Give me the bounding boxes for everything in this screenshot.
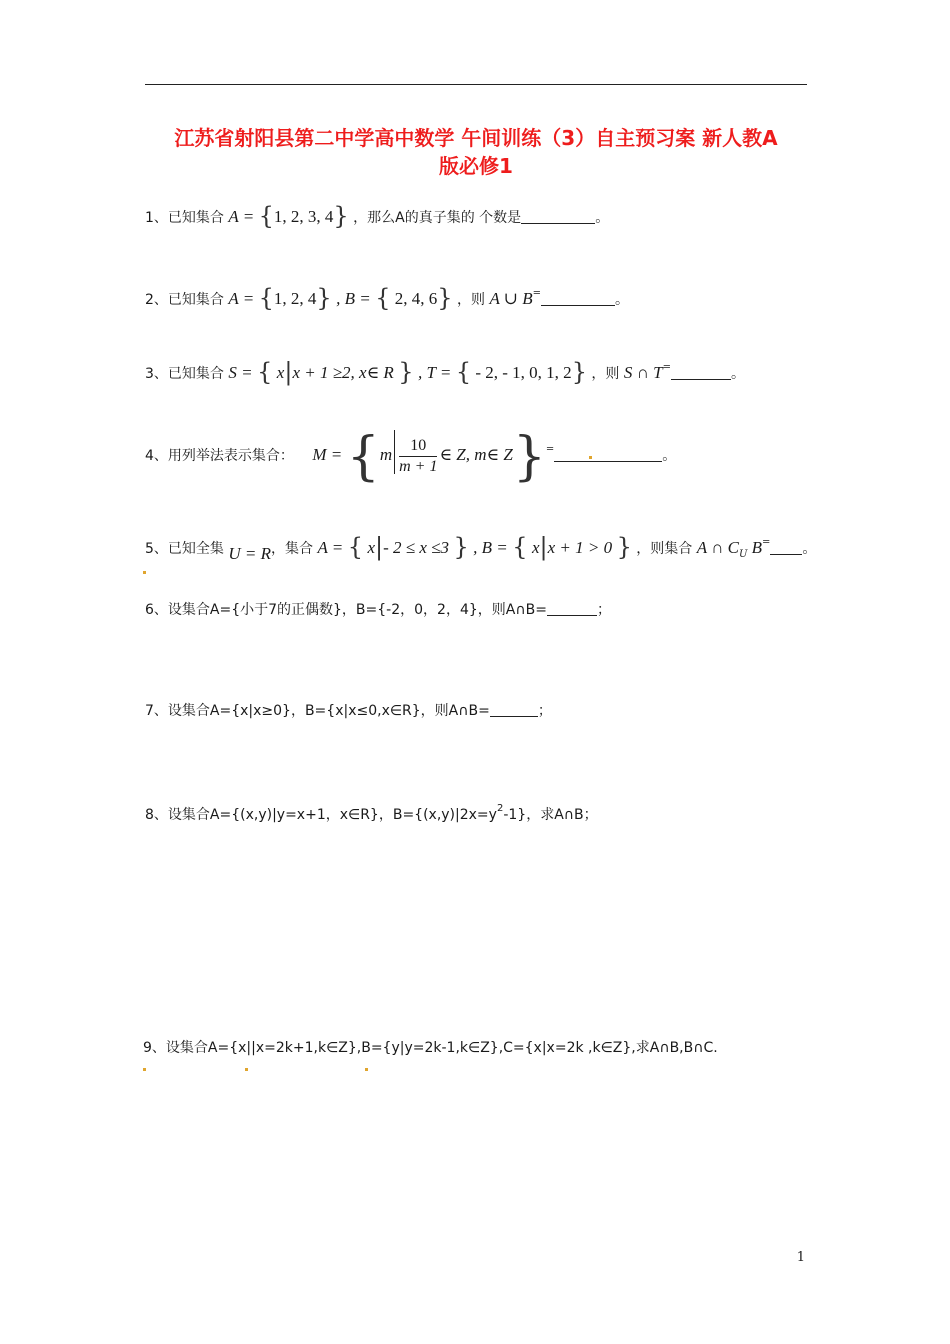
left-brace: {: [257, 358, 273, 386]
q7-end: ；: [537, 703, 552, 719]
page-number: 1: [796, 1250, 805, 1265]
q3-prefix: 3、已知集合: [145, 366, 224, 382]
q3-t-set: - 2, - 1, 0, 1, 2: [471, 363, 572, 382]
q5-a-var: x: [367, 538, 376, 557]
q2-prefix: 2、已知集合: [145, 292, 224, 308]
q2-ze: ，则: [456, 292, 485, 308]
question-9: [143, 1038, 718, 1058]
right-brace: }: [398, 358, 414, 386]
answer-blank[interactable]: [490, 702, 538, 717]
q5-b-lhs: , B =: [473, 538, 508, 557]
q5-a-lhs: A =: [317, 538, 344, 557]
answer-blank[interactable]: [770, 540, 802, 555]
right-brace: }: [616, 533, 632, 561]
q4-end: 。: [662, 448, 677, 464]
top-rule: [145, 84, 807, 85]
bar: |: [375, 533, 384, 561]
document-title: [140, 124, 812, 180]
right-brace: }: [512, 427, 546, 487]
left-brace: {: [512, 533, 528, 561]
question-4: [145, 427, 677, 487]
q1-lhs: A =: [228, 207, 255, 226]
q3-s-var: x: [276, 363, 285, 382]
q4-fraction: [399, 436, 437, 477]
q7-text: 7、设集合A={x|x≥0}，B={x|x≤0,x∈R}，则A∩B=: [145, 703, 490, 719]
q2-expr: A ∪ B: [489, 289, 533, 308]
q1-set: 1, 2, 3, 4: [273, 207, 334, 226]
answer-blank[interactable]: [554, 447, 662, 462]
q4-denominator: m + 1: [399, 457, 438, 475]
right-brace: }: [571, 358, 587, 386]
left-brace: {: [258, 202, 274, 230]
q5-expr-sub: U: [738, 549, 748, 560]
q2-a-set: 1, 2, 4: [273, 289, 317, 308]
q1-prefix: 1、已知集合: [145, 210, 224, 226]
bar: [394, 430, 395, 474]
artifact-dot: [589, 456, 592, 459]
question-1: [145, 202, 610, 230]
q8-text-a: 8、设集合A={(x,y)|y=x+1，x∈R}，B={(x,y)|2x=y: [145, 807, 497, 823]
q5-b-cond: x + 1 > 0: [547, 538, 613, 557]
q5-mid: ，集合: [271, 541, 314, 557]
q6-end: ；: [596, 602, 611, 618]
q5-ze: ，则集合: [636, 541, 693, 557]
q2-b-lhs: , B =: [336, 289, 371, 308]
q3-t-lhs: , T =: [418, 363, 452, 382]
answer-blank[interactable]: [521, 209, 595, 224]
left-brace: {: [258, 284, 274, 312]
q3-end: 。: [731, 366, 745, 382]
question-5: [145, 533, 816, 565]
q5-eq: =: [762, 537, 771, 548]
artifact-dot: [245, 1068, 248, 1071]
q5-expr-a: A ∩ C: [696, 538, 739, 557]
q4-prefix: 4、用列举法表示集合：: [145, 448, 294, 464]
q2-a-lhs: A =: [228, 289, 255, 308]
left-brace: {: [347, 533, 364, 561]
right-brace: }: [333, 202, 349, 230]
q1-end: 。: [595, 210, 610, 226]
question-6: [145, 600, 611, 620]
question-2: [145, 284, 629, 310]
answer-blank[interactable]: [541, 291, 615, 306]
q6-text: 6、设集合A={小于7的正偶数}，B={-2，0，2，4}，则A∩B=: [145, 602, 547, 618]
title-line-1: 江苏省射阳县第二中学高中数学 午间训练（3）自主预习案 新人教A: [174, 126, 778, 150]
left-brace: {: [455, 358, 472, 386]
artifact-dot: [143, 1068, 146, 1071]
artifact-dot: [143, 571, 146, 574]
q4-eq: =: [545, 444, 555, 455]
q8-superscript: 2: [496, 803, 504, 814]
q3-s-cond: x + 1 ≥2, x∈ R: [292, 363, 394, 382]
q4-m: m: [379, 445, 393, 464]
answer-blank[interactable]: [547, 601, 597, 616]
left-brace: {: [346, 427, 380, 487]
q2-b-set: 2, 4, 6: [390, 289, 438, 308]
q4-lhs: M =: [312, 445, 343, 464]
q8-text-b: -1}，求A∩B；: [503, 807, 598, 823]
answer-blank[interactable]: [671, 365, 731, 380]
q9-text: 9、设集合A={x||x=2k+1,k∈Z},B={y|y=2k-1,k∈Z},C={x|x=2k ,k∈Z},求A∩B,B∩C.: [143, 1040, 718, 1056]
q3-s-lhs: S =: [228, 363, 253, 382]
question-7: [145, 701, 552, 721]
q2-end: 。: [615, 292, 630, 308]
q5-universe: U = R: [228, 544, 272, 563]
question-8: [145, 799, 598, 825]
right-brace: }: [316, 284, 332, 312]
q5-expr-b: B: [747, 538, 763, 557]
q3-eq: =: [662, 362, 671, 373]
q4-rest: ∈ Z, m∈ Z: [439, 445, 513, 464]
title-line-2: 版必修1: [439, 154, 513, 178]
right-brace: }: [437, 284, 453, 312]
bar: |: [284, 358, 293, 386]
artifact-dot: [365, 1068, 368, 1071]
bar: |: [539, 533, 548, 561]
q2-eq: =: [532, 288, 542, 299]
q4-numerator: 10: [399, 436, 437, 457]
q5-end: 。: [802, 541, 817, 557]
q5-prefix: 5、已知全集: [145, 541, 224, 557]
q5-b-var: x: [531, 538, 540, 557]
q3-expr: S ∩ T: [623, 363, 663, 382]
q3-ze: ，则: [591, 366, 620, 382]
q1-text: ，那么A的真子集的 个数是: [353, 210, 522, 226]
q5-a-cond: - 2 ≤ x ≤3: [383, 538, 449, 557]
right-brace: }: [453, 533, 469, 561]
left-brace: {: [375, 284, 391, 312]
question-3: [145, 358, 745, 384]
